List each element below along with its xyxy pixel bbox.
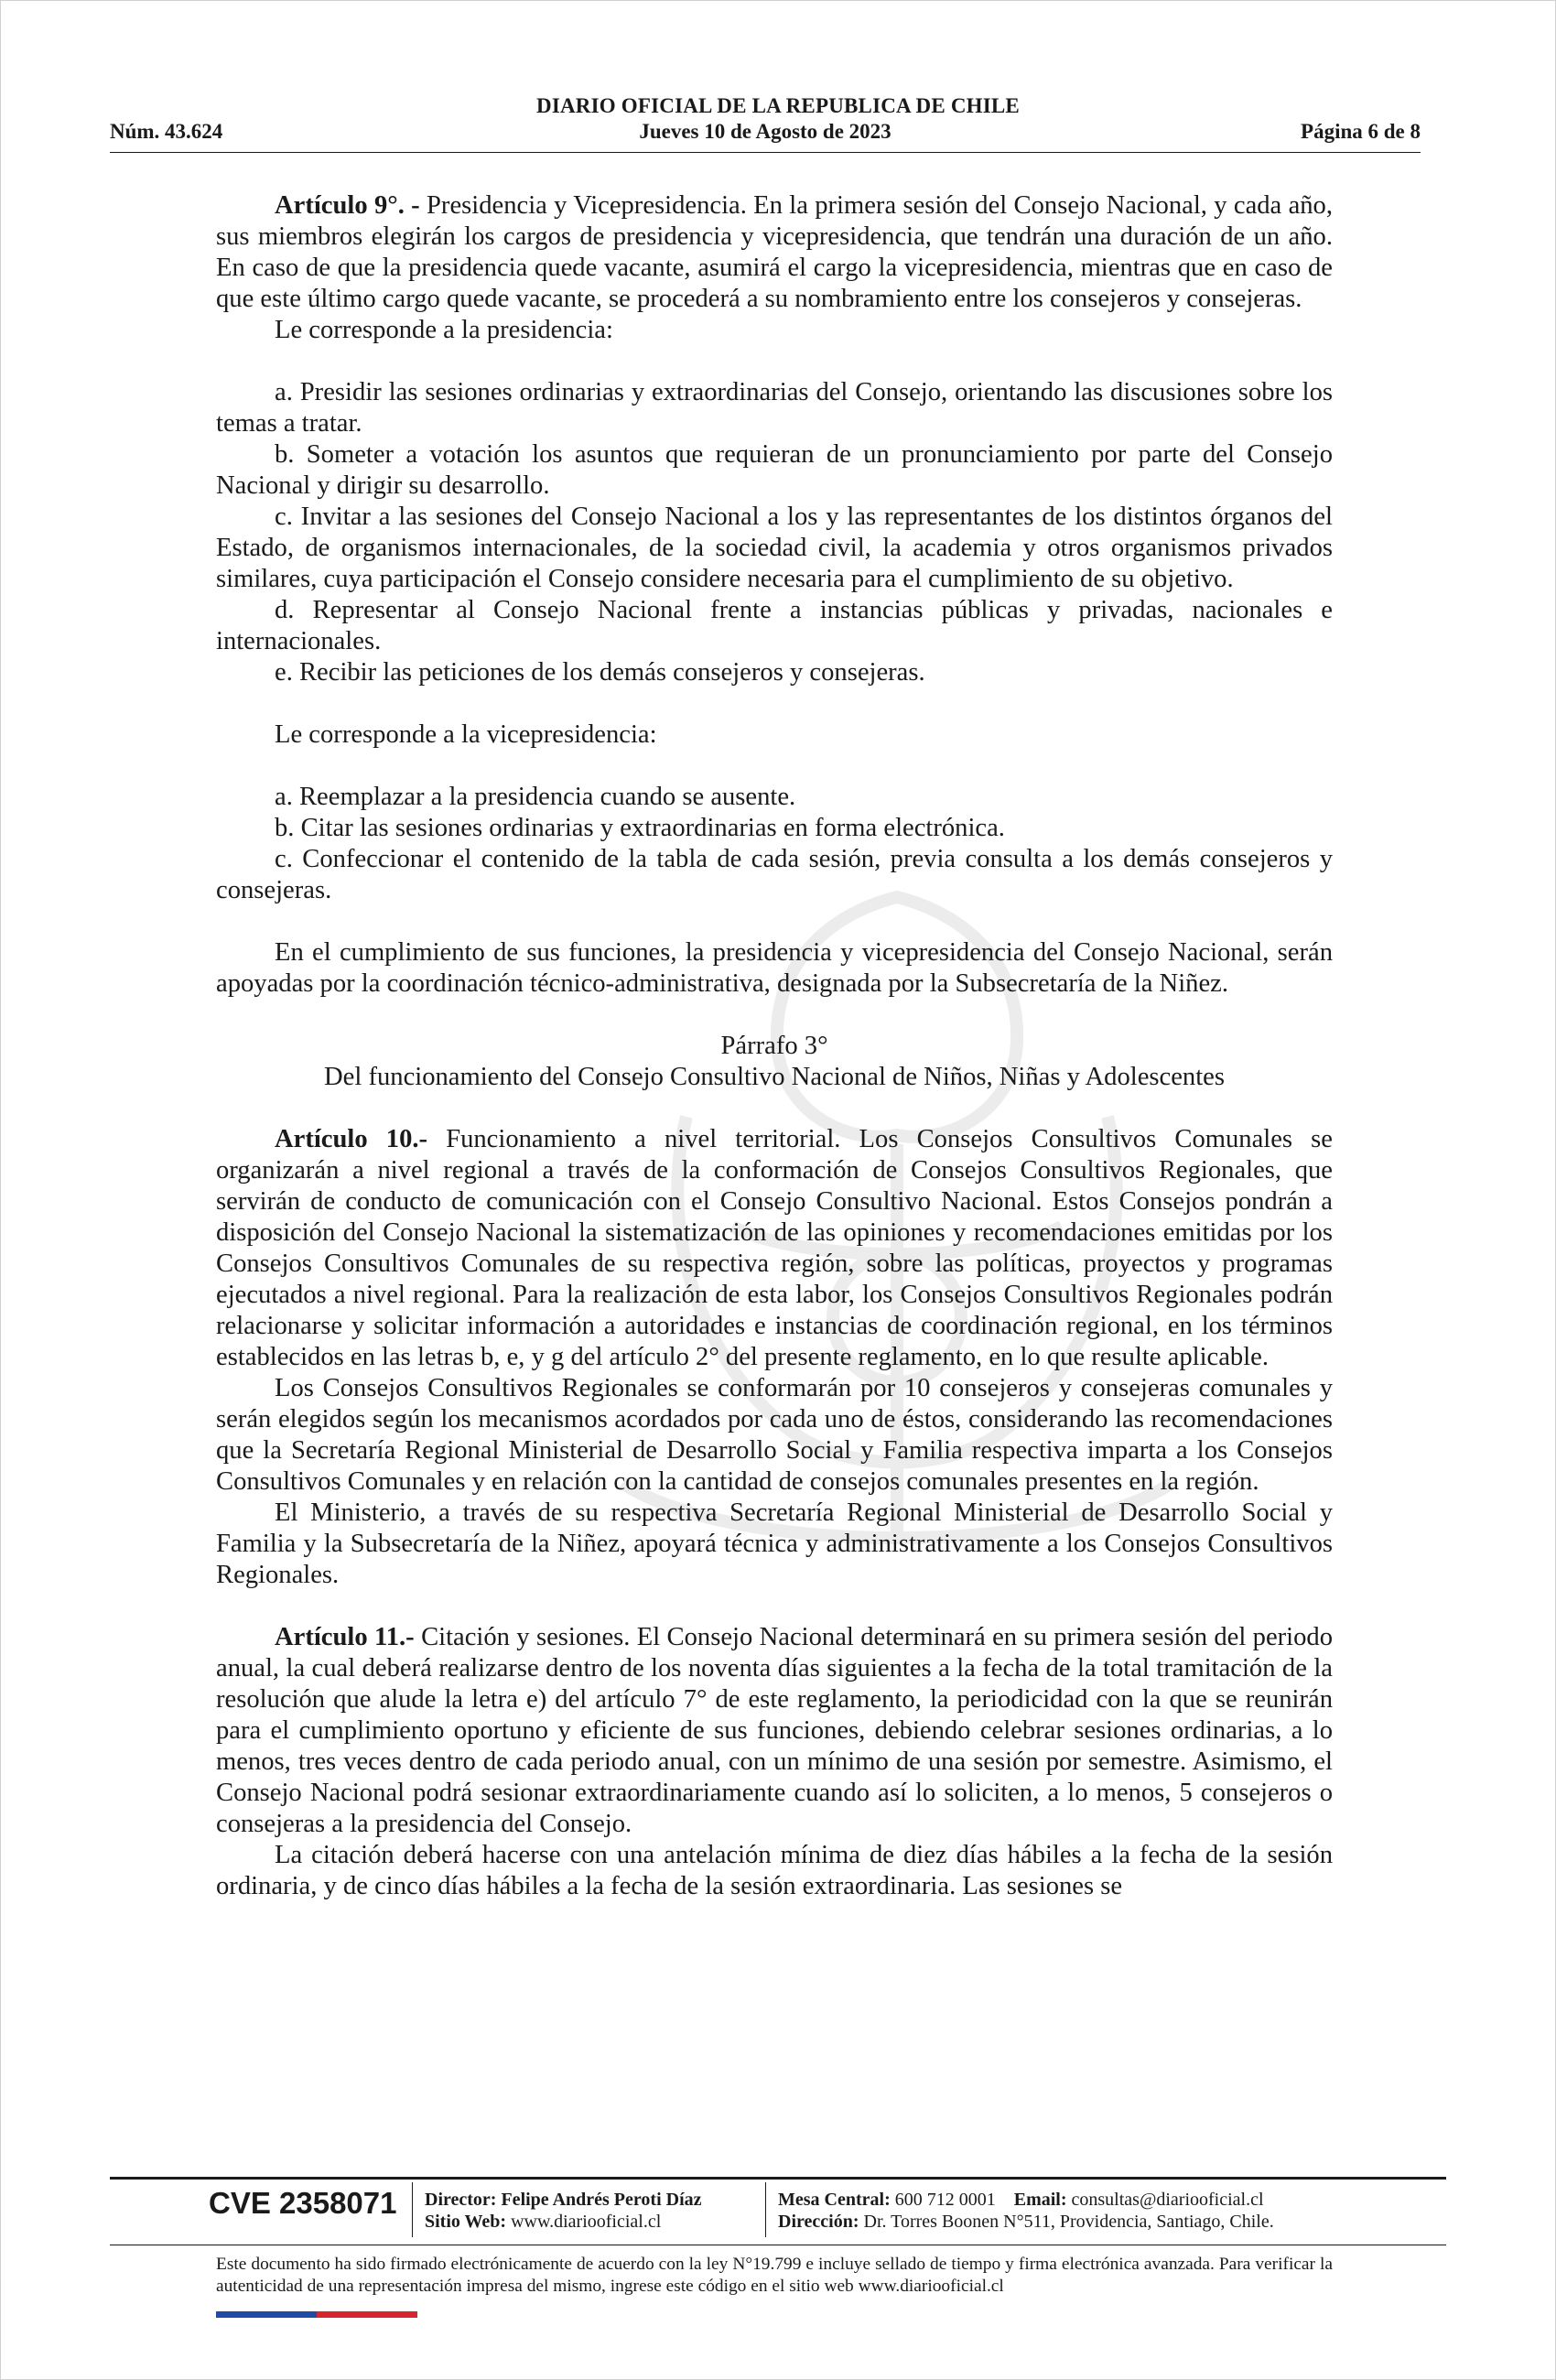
document-body	[216, 190, 1333, 1902]
presidency-item-e: e. Recibir las peticiones de los demás consejeros y consejeras.	[275, 658, 925, 687]
vicepresidency-item-a: a. Reemplazar a la presidencia cuando se ausente.	[275, 783, 796, 811]
footer-separator	[765, 2182, 766, 2237]
article-10-paragraph	[216, 1124, 1333, 1373]
article-9-paragraph	[216, 190, 1333, 315]
article-11-paragraph-2: La citación deberá hacerse con una antelación mínima de diez días hábiles a la fecha de la sesión ordinaria, y de cinco días hábiles a la fecha de la sesión extraordinaria. Las sesiones se	[216, 1841, 1333, 1900]
article-9-closing: En el cumplimiento de sus funciones, la presidencia y vicepresidencia del Consejo Nacional, serán apoyadas por la coordinación técnico-administrativa, designada por la Subsecretaría de la Niñez.	[216, 938, 1333, 998]
chilean-flag-stripe	[216, 2311, 417, 2318]
presidency-item-d: d. Representar al Consejo Nacional frente a instancias públicas y privadas, nacionales e internacionales.	[216, 596, 1333, 655]
footer-divider	[110, 2177, 1446, 2180]
director-label: Director:	[425, 2190, 497, 2210]
phone-number: 600 712 0001	[890, 2190, 996, 2210]
article-11-label: Artículo 11.-	[275, 1623, 415, 1651]
footer-director-column	[425, 2189, 702, 2233]
phone-label: Mesa Central:	[778, 2190, 891, 2210]
article-10-paragraph-2: Los Consejos Consultivos Regionales se conformarán por 10 consejeros y consejeras comunales y serán elegidos según los mecanismos acordados por cada uno de éstos, considerando las recomendaciones que la Secretaría Regional Ministerial de Desarrollo Social y Familia respectiva imparta a los Consejos Consultivos Comunales y en relación con la cantidad de consejos comunales presentes en la región.	[216, 1374, 1333, 1496]
vicepresidency-intro: Le corresponde a la vicepresidencia:	[275, 720, 657, 749]
flag-red-segment	[317, 2311, 417, 2318]
signature-notice: Este documento ha sido firmado electrónicamente de acuerdo con la ley N°19.799 e incluye sellado de tiempo y firma electrónica avanzada. Para verificar la autenticidad de una representación impresa del mismo, ingrese este código en el sitio web www.diariooficial.cl	[216, 2255, 1333, 2296]
cve-code: CVE 2358071	[209, 2186, 397, 2220]
address-text: Dr. Torres Boonen N°511, Providencia, Santiago, Chile.	[859, 2212, 1274, 2232]
article-10-paragraph-3: El Ministerio, a través de su respectiva Secretaría Regional Ministerial de Desarrollo Social y Familia y la Subsecretaría de la Niñez, apoyará técnica y administrativamente a los Consejos Consultivos Regionales.	[216, 1498, 1333, 1589]
issue-date: Jueves 10 de Agosto de 2023	[639, 120, 891, 143]
parrafo-number: Párrafo 3°	[720, 1032, 828, 1060]
article-9-label: Artículo 9°. -	[275, 191, 420, 220]
presidency-item-a: a. Presidir las sesiones ordinarias y extraordinarias del Consejo, orientando las discusiones sobre los temas a tratar.	[216, 378, 1333, 438]
email-link[interactable]: consultas@diariooficial.cl	[1066, 2190, 1264, 2210]
issue-number: Núm. 43.624	[110, 120, 223, 143]
vicepresidency-item-c: c. Confeccionar el contenido de la tabla de cada sesión, previa consulta a los demás consejeros y consejeras.	[216, 845, 1333, 904]
article-11-text: Citación y sesiones. El Consejo Nacional determinará en su primera sesión del periodo anual, la cual deberá realizarse dentro de los noventa días siguientes a la fecha de la total tramitación de la resolución que alude la letra e) del artículo 7° de este reglamento, la periodicidad con la que se reunirán para el cumplimiento oportuno y eficiente de sus funciones, debiendo celebrar sesiones ordinarias, a lo menos, tres veces dentro de cada periodo anual, con un mínimo de una sesión por semestre. Asimismo, el Consejo Nacional podrá sesionar extraordinariamente cuando así lo soliciten, a lo menos, 5 consejeros o consejeras a la presidencia del Consejo.	[216, 1623, 1333, 1838]
article-10-label: Artículo 10.-	[275, 1125, 428, 1153]
website-label: Sitio Web:	[425, 2212, 507, 2232]
header-divider	[110, 152, 1421, 153]
vicepresidency-item-b: b. Citar las sesiones ordinarias y extraordinarias en forma electrónica.	[275, 814, 1005, 842]
address-label: Dirección:	[778, 2212, 859, 2232]
header-row	[110, 120, 1421, 144]
article-10-text: Funcionamiento a nivel territorial. Los Consejos Consultivos Comunales se organizarán a nivel regional a través de la conformación de Consejos Consultivos Regionales, que servirán de conducto de comunicación con el Consejo Consultivo Nacional. Estos Consejos pondrán a disposición del Consejo Nacional la sistematización de las opiniones y recomendaciones emitidas por los Consejos Consultivos Comunales de su respectiva región, sobre las políticas, proyectos y programas ejecutados a nivel regional. Para la realización de esta labor, los Consejos Consultivos Regionales podrán relacionarse y solicitar información a autoridades e instancias de coordinación regional, en los términos establecidos en las letras b, e, y g del artículo 2° del presente reglamento, en lo que resulte aplicable.	[216, 1125, 1333, 1371]
article-11-paragraph	[216, 1622, 1333, 1840]
parrafo-title: Del funcionamiento del Consejo Consultivo Nacional de Niños, Niñas y Adolescentes	[324, 1063, 1225, 1091]
footer-contact-column	[778, 2189, 1274, 2233]
presidency-item-c: c. Invitar a las sesiones del Consejo Nacional a los y las representantes de los distintos órganos del Estado, de organismos internacionales, de la sociedad civil, la academia y otros organismos privados similares, cuya participación el Consejo considere necesaria para el cumplimiento de su objetivo.	[216, 503, 1333, 593]
email-label: Email:	[1013, 2190, 1067, 2210]
article-9-text: Presidencia y Vicepresidencia. En la primera sesión del Consejo Nacional, y cada año, sus miembros elegirán los cargos de presidencia y vicepresidencia, que tendrán una duración de un año. En caso de que la presidencia quede vacante, asumirá el cargo la vicepresidencia, mientras que en caso de que este último cargo quede vacante, se procederá a su nombramiento entre los consejeros y consejeras.	[216, 191, 1334, 313]
director-name: Felipe Andrés Peroti Díaz	[501, 2190, 702, 2210]
presidency-intro: Le corresponde a la presidencia:	[275, 316, 613, 344]
website-link[interactable]: www.diariooficial.cl	[506, 2212, 662, 2232]
gazette-title: DIARIO OFICIAL DE LA REPUBLICA DE CHILE	[536, 94, 1020, 117]
footer-separator	[412, 2182, 413, 2237]
presidency-item-b: b. Someter a votación los asuntos que requieran de un pronunciamiento por parte del Consejo Nacional y dirigir su desarrollo.	[216, 440, 1333, 500]
page-indicator: Página 6 de 8	[1301, 120, 1421, 143]
flag-blue-segment	[216, 2311, 317, 2318]
